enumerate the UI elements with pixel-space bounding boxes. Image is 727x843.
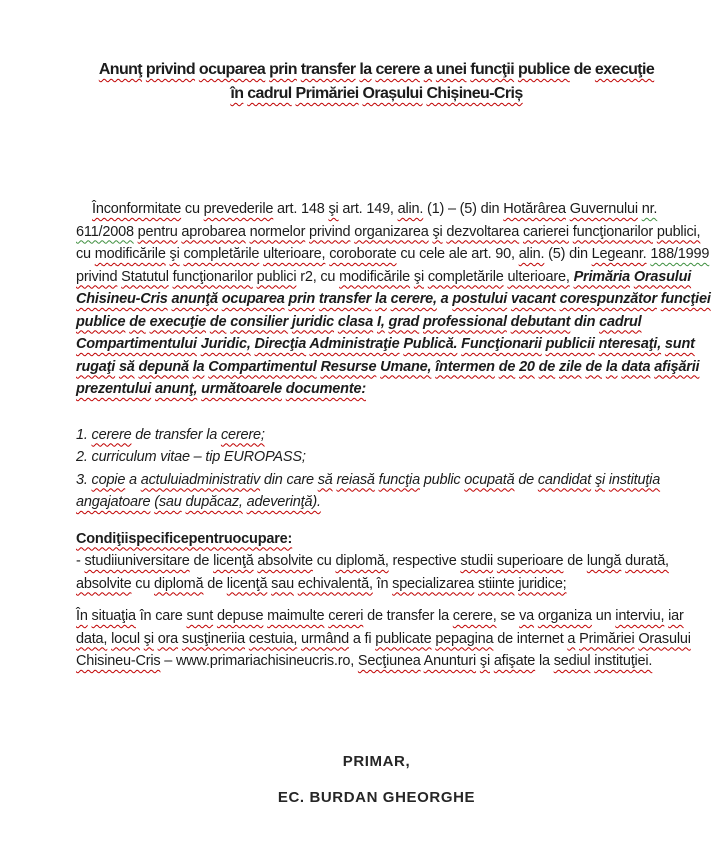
text-run: cu [76,246,95,262]
text-run: 188/1999 [650,246,710,262]
text-run: (5) din [544,246,592,262]
text-run: lungă durată, absolvite [76,553,669,592]
text-run: cu cele ale art. 90, [396,246,519,262]
text-run: publicate pepagina [375,630,494,647]
text-run: diplomă [154,575,204,592]
text-run: în care [135,608,187,624]
text-run: Primăriei Orasului Chisineu-Cris [76,630,691,669]
text-run: pentru aprobarea normelor privind organizarea şi dezvoltarea carierei funcţionarilor publici, [137,223,701,240]
text-run: interviu, iar data, locul şi ora susţineriia cestuia, urmând [76,608,684,647]
text-run: a [567,630,576,647]
text-run: PRIMAR, [342,752,411,770]
text-run: să reiasă funcţia [317,471,420,488]
text-run: a [125,471,141,488]
text-run: de [189,553,214,569]
text-run: se [496,608,520,624]
conditions-body [76,550,713,595]
doc-title-line-1 [26,58,727,82]
text-run: candidat şi instituţia angajatoare (sau dupăcaz, adeverinţă). [76,471,661,510]
doc-title-line-2 [26,82,727,106]
text-run: din [570,313,600,330]
text-run: în [372,575,393,592]
text-run: cu [312,553,336,569]
text-run: alin. [397,201,424,217]
text-run: (1) – (5) din [423,201,504,217]
text-run: va organiza [519,608,592,624]
paragraph-interview [76,605,713,673]
text-run: la [535,653,554,669]
text-run: nr. 611/2008 [76,201,658,240]
document-body [76,58,713,811]
text-run: actuluiadministrativ [140,471,261,488]
text-run: a [436,291,453,307]
text-run: a fi [349,630,376,647]
text-run: modificările şi completările ulterioare, [339,268,570,285]
conditions-heading [76,528,713,551]
text-run: art. 149, [338,201,398,217]
text-run: specializarea stiinte juridice; [392,575,567,592]
text-run: public [419,471,465,488]
text-run: execuţie [594,61,655,78]
text-run: de internet [493,630,568,647]
text-run: cu [131,575,155,592]
text-run: licenţă absolvite [213,553,313,569]
text-run: studii superioare [460,553,564,569]
text-run: 2. curriculum vitae – tip EUROPASS; [76,449,306,465]
signature-name [26,789,727,811]
text-run: Primăria Orasului Chisineu-Cris anunţă ocuparea prin transfer la cerere, [76,268,692,307]
text-run: art. 148 [273,201,329,217]
text-run: - [76,553,85,569]
paragraph-legal-basis [76,198,713,401]
text-run: în cadrul Primăriei Orașului Chișineu-Criș [230,85,523,102]
text-run: prevederile [203,201,274,217]
text-run: alin. [518,246,545,262]
text-run: de [203,575,227,592]
text-run: Anunţ privind ocuparea prin transfer la cerere a unei funcţii publice [98,61,570,78]
text-run: copie [91,471,126,488]
text-run: licenţă sau echivalentă, [226,575,373,592]
text-run: de transfer la [131,426,221,443]
text-run: ocupată [464,471,515,488]
text-run: sunt depuse maimulte cereri [186,608,364,624]
text-run: – www.primariachisineucris.ro, [160,653,358,669]
text-run: cerere; [220,426,265,443]
text-run: Hotărârea Guvernului [503,201,638,217]
text-run: Condiţiispecificepentruocupare: [76,530,293,547]
text-run: modificările şi completările ulterioare, coroborate [94,246,397,262]
list-item-3 [76,469,713,514]
text-run: 1. [76,426,92,443]
text-run: În situaţia [76,608,136,624]
text-run: Secţiunea Anunturi şi afişate [357,653,536,669]
text-run: de transfer la [363,608,453,624]
text-run: diplomă, [335,553,389,569]
text-run: cerere, [452,608,497,624]
text-run: studiiuniversitare [84,553,190,569]
text-run: cadrul Compartimentului Juridic, Direcţia Administraţie Publică. Funcţionarii publicii nteresaţi, sunt rugaţi să depună la Compartimentul Resurse Umane, întermen de 20 de zile de la data afişării prezentului anunţ, următoarele documente: [76,313,700,397]
text-run: r2, cu [296,268,340,285]
text-run: EC. BURDAN GHEORGHE [277,788,476,806]
text-run: de [563,553,587,569]
text-run: cu [181,201,204,217]
list-item-1 [76,424,713,447]
list-item-2 [76,446,713,469]
text-run: Înconformitate [92,201,182,217]
text-run: de [569,61,595,78]
text-run: un [591,608,616,624]
text-run: respective [388,553,461,569]
text-run: cerere [91,426,132,443]
text-run: privind Statutul funcţionarilor publici [76,268,297,285]
text-run: 3. [76,471,92,488]
text-run: şi [328,201,339,217]
text-run: din care [260,471,318,488]
text-run: sediul instituţiei. [553,653,653,669]
signature-role [26,753,727,775]
text-run: postului vacant corespunzător funcţiei publice de execuţie de consilier juridic clasa I, grad professional debutant [76,291,711,330]
text-run: Legeanr. [591,246,647,262]
text-run: de [514,471,538,488]
